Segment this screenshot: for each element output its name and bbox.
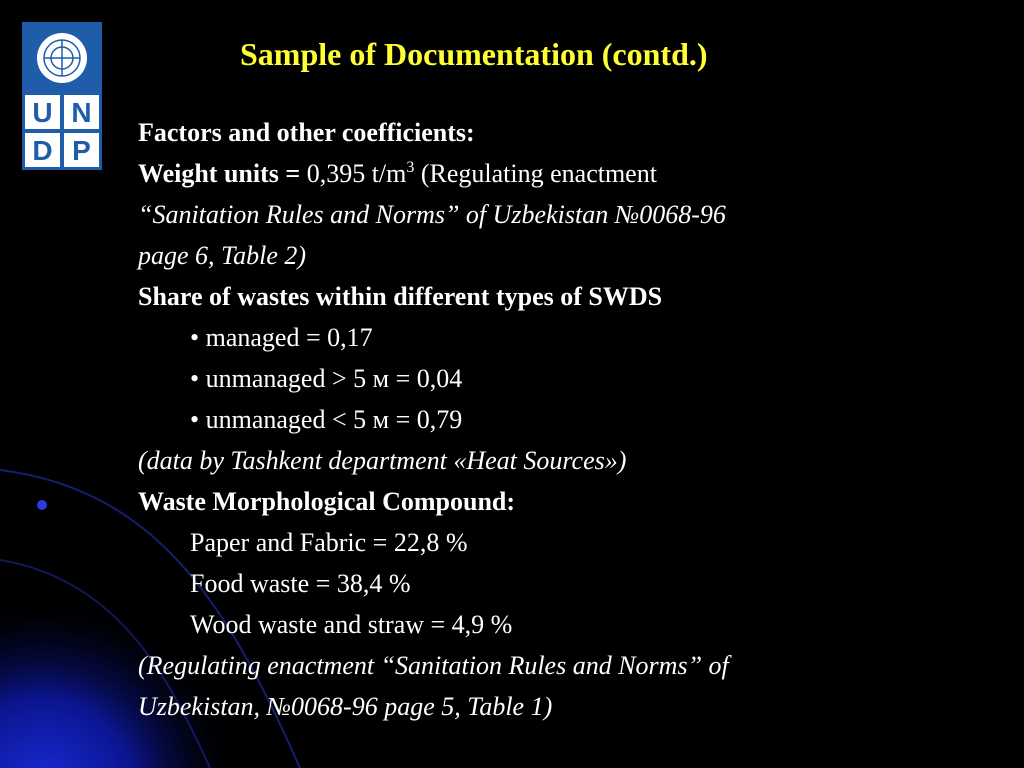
morph-source-line2: Uzbekistan, №0068-96 page 5, Table 1) xyxy=(138,692,553,721)
weight-line xyxy=(138,153,1018,194)
logo-letter-d: D xyxy=(32,135,53,166)
weight-label: Weight units = xyxy=(138,159,307,188)
slide-title: Sample of Documentation (contd.) xyxy=(240,36,708,72)
morph-heading: Waste Morphological Compound: xyxy=(138,487,516,516)
share-source: (data by Tashkent department «Heat Sources») xyxy=(138,446,627,475)
share-item-unmanaged-deep: • unmanaged > 5 м = 0,04 xyxy=(190,364,463,393)
logo-letter-n: N xyxy=(71,97,92,128)
morph-item-food: Food waste = 38,4 % xyxy=(190,569,411,598)
weight-reference-line1: “Sanitation Rules and Norms” of Uzbekistan №0068-96 xyxy=(138,200,726,229)
weight-exponent: 3 xyxy=(406,159,415,176)
share-item-managed: • managed = 0,17 xyxy=(190,323,373,352)
share-item-unmanaged-shallow: • unmanaged < 5 м = 0,79 xyxy=(190,405,463,434)
weight-after: (Regulating enactment xyxy=(414,159,657,188)
weight-value: 0,395 t/m xyxy=(306,159,407,188)
morph-source-line1: (Regulating enactment “Sanitation Rules and Norms” of xyxy=(138,651,729,680)
morph-item-wood: Wood waste and straw = 4,9 % xyxy=(190,610,513,639)
un-emblem-icon xyxy=(37,33,87,83)
factors-heading: Factors and other coefficients: xyxy=(138,118,475,147)
morph-item-paper: Paper and Fabric = 22,8 % xyxy=(190,528,468,557)
logo-letter-u: U xyxy=(32,97,53,128)
share-heading: Share of wastes within different types of SWDS xyxy=(138,282,663,311)
logo-letter-p: P xyxy=(72,135,91,166)
weight-reference-line2: page 6, Table 2) xyxy=(138,241,307,270)
undp-logo xyxy=(22,22,102,170)
slide-body xyxy=(138,112,1018,727)
